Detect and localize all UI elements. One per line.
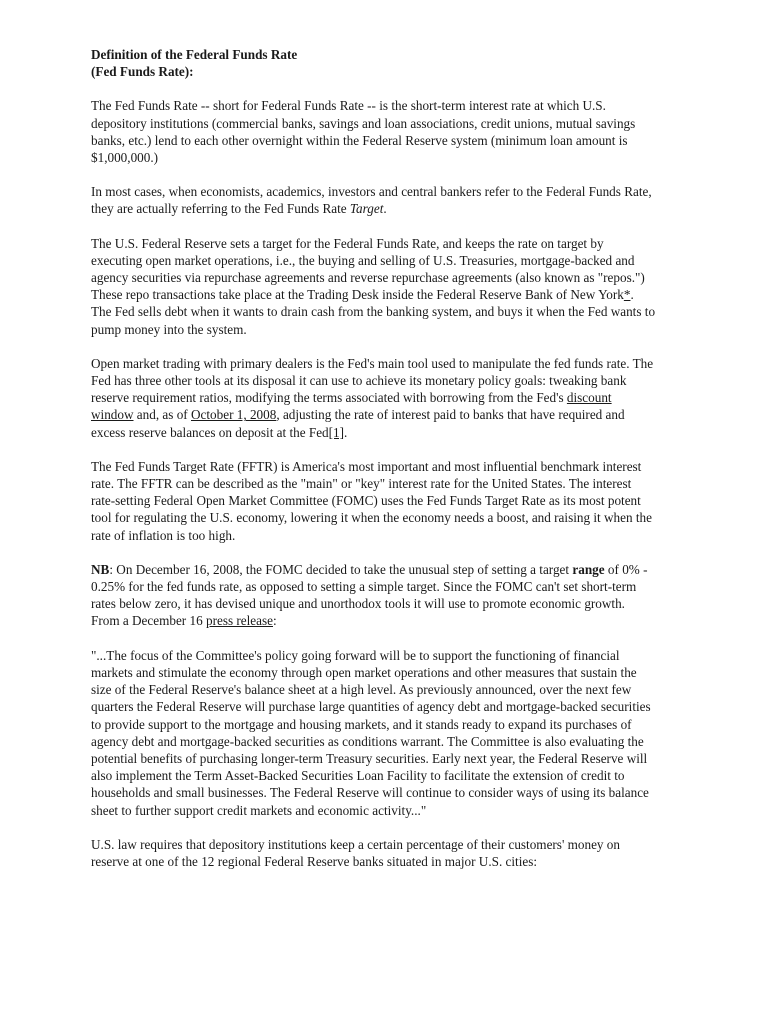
october-2008-link[interactable]: October 1, 2008: [191, 407, 277, 423]
document-page: [91, 46, 656, 887]
tools-text-1: Open market trading with primary dealers is the Fed's main tool used to manipulate the fed funds rate. The Fed has three other tools at its disposal it can use to achieve its monetary policy goals: tweaking bank reserve requirement ratios, modifying the terms associated with borrowing from the Fed's: [91, 355, 654, 406]
nb-text-1: : On December 16, 2008, the FOMC decided to take the unusual step of setting a target: [109, 561, 573, 577]
paragraph-tools: [91, 355, 656, 441]
nb-label: NB: [91, 561, 110, 577]
heading-line-1: Definition of the Federal Funds Rate: [91, 47, 298, 62]
tools-text-3: , adjusting the rate of interest paid to banks that have required and excess reserve balances on deposit at the Fed: [91, 407, 625, 440]
open-market-text-1: The U.S. Federal Reserve sets a target for the Federal Funds Rate, and keeps the rate on target by executing open market operations, i.e., the buying and selling of U.S. Treasuries, mortgage-backed and agency securities via repurchase agreements and reverse repurchase agreements (also known as "repos.") These repo transactions take place at the Trading Desk inside the Federal Reserve Bank of New York: [91, 235, 645, 303]
paragraph-open-market: [91, 235, 656, 338]
target-emphasis: Target: [349, 201, 384, 217]
press-release-link[interactable]: press release: [206, 613, 273, 629]
paragraph-definition: The Fed Funds Rate -- short for Federal Funds Rate -- is the short-term interest rate at which U.S. depository institutions (commercial banks, savings and loan associations, credit unions, mutual savings banks, etc.) lend to each other overnight within the Federal Reserve system (minimum loan amount is $1,000,000.): [91, 98, 636, 166]
paragraph-target: [91, 183, 656, 217]
footnote-1-link[interactable]: [1]: [328, 424, 345, 440]
nb-text-3: :: [273, 613, 277, 629]
paragraph-reserves: U.S. law requires that depository institutions keep a certain percentage of their customers' money on reserve at one of the 12 regional Federal Reserve banks situated in major U.S. cities:: [91, 836, 620, 869]
open-market-text-2: . The Fed sells debt when it wants to drain cash from the banking system, and buys it when the Fed wants to pump money into the system.: [91, 287, 656, 337]
nb-text-2: of 0% - 0.25% for the fed funds rate, as opposed to setting a simple target. Since the FOMC can't set short-term rates below zero, it has devised unique and unorthodox tools it will use to promote economic growth. From a December 16: [91, 561, 648, 629]
paragraph-target-text: In most cases, when economists, academics, investors and central bankers refer to the Federal Funds Rate, they are actually referring to the Fed Funds Rate: [91, 184, 652, 217]
tools-text-4: .: [344, 424, 348, 440]
paragraph-nb: [91, 561, 656, 630]
discount-window-link[interactable]: discount window: [91, 390, 612, 423]
footnote-star-link[interactable]: *: [623, 287, 631, 303]
range-emphasis: range: [572, 561, 605, 577]
paragraph-fftr: The Fed Funds Target Rate (FFTR) is America's most important and most influential benchmark interest rate. The FFTR can be described as the "main" or "key" interest rate for the United States. The interest rate-setting Federal Open Market Committee (FOMC) uses the Fed Funds Target Rate as its most potent tool for regulating the U.S. economy, lowering it when the economy needs a boost, and raising it when the rate of inflation is too high.: [91, 458, 652, 543]
tools-text-2: and, as of: [133, 407, 191, 423]
heading-line-2: (Fed Funds Rate):: [91, 64, 194, 80]
paragraph-quote: "...The focus of the Committee's policy going forward will be to support the functioning of financial markets and stimulate the economy through open market operations and other measures that sustain the size of the Federal Reserve's balance sheet at a high level. As previously announced, over the next few quarters the Federal Reserve will purchase large quantities of agency debt and mortgage-backed securities to provide support to the mortgage and housing markets, and it stands ready to expand its purchases of agency debt and mortgage-backed securities as conditions warrant. The Committee is also evaluating the potential benefits of purchasing longer-term Treasury securities. Early next year, the Federal Reserve will also implement the Term Asset-Backed Securities Loan Facility to facilitate the extension of credit to households and small businesses. The Federal Reserve will continue to consider ways of using its balance sheet to further support credit markets and economic activity...": [91, 647, 651, 818]
paragraph-target-end: .: [383, 201, 387, 217]
document-heading: [91, 46, 656, 80]
